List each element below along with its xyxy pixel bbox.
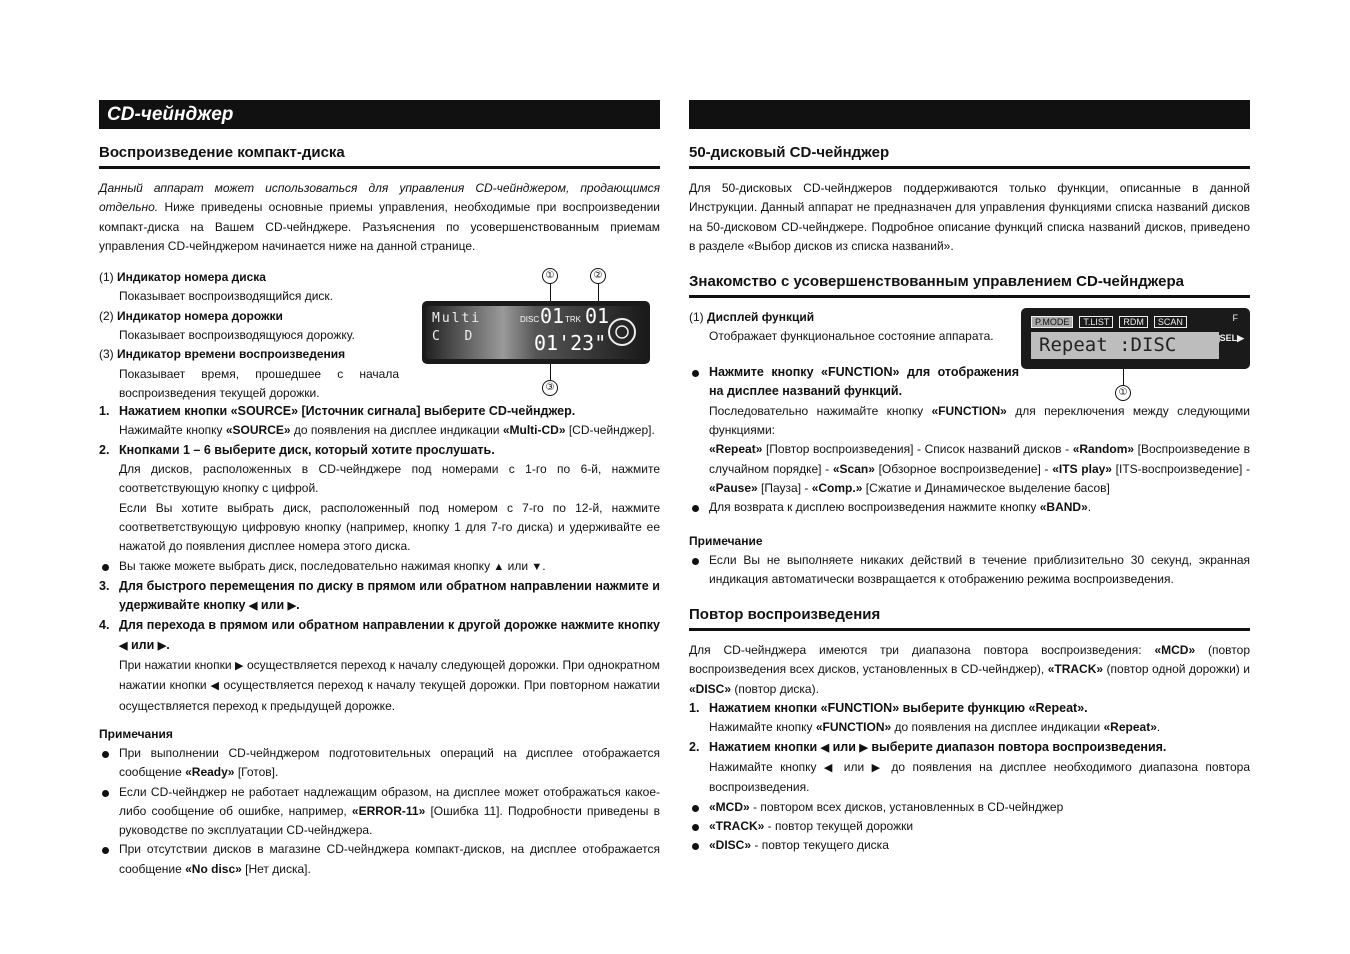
left-arrow-icon: ◀ bbox=[210, 680, 220, 693]
indicator-item: (1) Индикатор номера диска bbox=[99, 270, 266, 285]
section-title: Знакомство с усовершенствованным управлением CD-чейнджера bbox=[689, 272, 1250, 298]
indicator-desc: Показывает воспроизводящуюся дорожку. bbox=[119, 328, 355, 343]
lcd-trk-label: TRK bbox=[565, 315, 581, 325]
indicator-block bbox=[99, 268, 660, 402]
step-2: 2. Нажатием кнопки ◀ или ▶ выберите диапазон повтора воспроизведения. bbox=[689, 739, 1167, 754]
lcd-tag: RDM bbox=[1119, 316, 1148, 328]
option-mcd: «MCD» - повтором всех дисков, установленных в CD-чейнджер bbox=[689, 798, 1250, 817]
step-4-detail: При нажатии кнопки ▶ осуществляется переход к началу следующей дорожки. При однократном нажатии кнопки ◀ осуществляется переход к началу текущей дорожки. При повторном нажатии осуществляется переход к предыдущей дорожке. bbox=[119, 658, 660, 713]
indicator-list bbox=[99, 268, 399, 403]
indicator-desc: Показывает воспроизводящийся диск. bbox=[119, 289, 334, 304]
step-3: 3. Для быстрого перемещения по диску в прямом или обратном направлении нажмите и удерживайте кнопку ◀ или ▶. bbox=[99, 578, 660, 613]
right-arrow-icon: ▶ bbox=[157, 639, 167, 652]
right-arrow-icon: ▶ bbox=[871, 761, 885, 774]
left-arrow-icon: ◀ bbox=[823, 761, 837, 774]
right-column bbox=[689, 100, 1250, 855]
note-item: Если CD-чейнджер не работает надлежащим образом, на дисплее может отображаться какое-либо сообщение об ошибке, например, «ERROR-11» [Ошибка 11]. Подробности приведены в руководстве по эксплуатации CD-чейнджера. bbox=[99, 783, 660, 841]
left-arrow-icon: ◀ bbox=[820, 741, 830, 754]
step-1: 1. Нажатием кнопки «FUNCTION» выберите функцию «Repeat». bbox=[689, 701, 1088, 716]
intro-paragraph: Данный аппарат может использоваться для управления CD-чейнджером, продающимся отдельно. Ниже приведены основные приемы управления, необходимые при воспроизведении компакт-диска на Вашем CD-чейнджере. Разъяснения по усовершенствованным приемам управления CD-чейнджером начинается ниже на данной странице. bbox=[99, 181, 660, 253]
bullet-updown: Вы также можете выбрать диск, последовательно нажимая кнопку ▲ или ▼. bbox=[99, 557, 660, 577]
step-1-detail: Нажимайте кнопку «SOURCE» до появления на дисплее индикации «Multi-CD» [CD-чейнджер]. bbox=[119, 423, 655, 438]
indicator-item: (3) Индикатор времени воспроизведения bbox=[99, 347, 346, 362]
step-1-detail: Нажимайте кнопку «FUNCTION» до появления на дисплее индикации «Repeat». bbox=[709, 720, 1161, 735]
callout-1: ① bbox=[1115, 385, 1131, 401]
function-detail: Последовательно нажимайте кнопку «FUNCTION» для переключения между следующими функциями: bbox=[709, 403, 1251, 438]
option-track: «TRACK» - повтор текущей дорожки bbox=[689, 817, 1250, 836]
callout-2: ② bbox=[590, 268, 606, 284]
section-paragraph: Для 50-дисковых CD-чейнджеров поддерживаются только функции, описанные в данной Инструкции. Данный аппарат не предназначен для управления функциями списка названий дисков на 50-дисковом CD-чейнджере. Подробное описание функций списка названий дисков, приведено в разделе «Выбор дисков из списка названий». bbox=[689, 181, 1250, 253]
callout-1: ① bbox=[542, 268, 558, 284]
step-2-detail: Нажимайте кнопку ◀ или ▶ до появления на дисплее необходимого диапазона повтора воспроизведения. bbox=[709, 759, 1250, 795]
lcd-disc-number: 01 bbox=[540, 304, 565, 329]
right-arrow-icon: ▶ bbox=[859, 741, 868, 754]
callout-line bbox=[550, 364, 551, 380]
lcd-disc-label: DISC bbox=[520, 315, 540, 325]
lcd-track-number: 01 bbox=[585, 304, 610, 329]
note-item: При отсутствии дисков в магазине CD-чейнджера компакт-дисков, на дисплее отображается сообщение «No disc» [Нет диска]. bbox=[99, 840, 660, 879]
lcd-tags bbox=[1031, 316, 1187, 328]
lcd-tag: P.MODE bbox=[1031, 316, 1073, 328]
down-arrow-icon: ▼ bbox=[531, 560, 543, 573]
section-title: Повтор воспроизведения bbox=[689, 605, 1250, 631]
lcd-function-text: Repeat :DISC bbox=[1031, 332, 1219, 359]
step-2-detail: Для дисков, расположенных в CD-чейнджере под номерами с 1-го по 6-й, нажмите соответствующую кнопку с цифрой. bbox=[119, 462, 660, 496]
up-arrow-icon: ▲ bbox=[493, 560, 505, 573]
note-title: Примечание bbox=[689, 533, 763, 548]
step-2: 2. Кнопками 1 – 6 выберите диск, который хотите прослушать. bbox=[99, 442, 495, 457]
function-list: «Repeat» [Повтор воспроизведения] - Список названий дисков - «Random» [Воспроизведение в случайном порядке] - «Scan» [Обзорное воспроизведение] - «ITS play» [ITS-воспроизведение] - «Pause» [Пауза] - «Comp.» [Сжатие и Динамическое выделение басов] bbox=[709, 442, 1250, 495]
lcd-f-indicator: F bbox=[1232, 313, 1238, 324]
section-banner: CD-чейнджер bbox=[99, 100, 660, 129]
section-paragraph: Для CD-чейнджера имеются три диапазона повтора воспроизведения: «MCD» (повтор воспроизведения всех дисков, установленных в CD-чейнджер), «TRACK» (повтор одной дорожки) и «DISC» (повтор диска). bbox=[689, 643, 1250, 696]
lcd-tag: T.LIST bbox=[1079, 316, 1113, 328]
notes-title: Примечания bbox=[99, 726, 173, 741]
left-arrow-icon: ◀ bbox=[248, 600, 258, 613]
section-banner-empty bbox=[689, 100, 1250, 129]
function-display-illustration bbox=[1021, 308, 1250, 369]
left-arrow-icon: ◀ bbox=[119, 639, 128, 652]
right-arrow-icon: ▶ bbox=[234, 660, 244, 673]
indicator-item: (2) Индикатор номера дорожки bbox=[99, 308, 283, 323]
step-4: 4. Для перехода в прямом или обратном направлении к другой дорожке нажмите кнопку ◀ или ▶. bbox=[99, 618, 660, 652]
step-2-detail: Если Вы хотите выбрать диск, расположенный под номером с 7-го по 12-й, нажмите соответветствующую цифровую кнопку (например, кнопку 1 для 7-го диска) и удерживайте ее нажатой до появления дисплее номера этого диска. bbox=[119, 500, 660, 554]
step-1: 1. Нажатием кнопки «SOURCE» [Источник сигнала] выберите CD-чейнджер. bbox=[99, 404, 576, 419]
option-disc: «DISC» - повтор текущего диска bbox=[689, 836, 1250, 855]
lcd-tag: SCAN bbox=[1154, 316, 1187, 328]
lcd-time: 01'23" bbox=[534, 331, 607, 356]
callout-3: ③ bbox=[542, 380, 558, 396]
section-title: Воспроизведение компакт-диска bbox=[99, 143, 660, 169]
note-item: Если Вы не выполняете никаких действий в течение приблизительно 30 секунд, экранная индикация автоматически возвращается к отображению режима воспроизведения. bbox=[689, 551, 1250, 590]
lcd-sel-indicator: SEL▶ bbox=[1219, 333, 1244, 344]
note-item: При выполнении CD-чейнджером подготовительных операций на дисплее отображается сообщение «Ready» [Готов]. bbox=[99, 744, 660, 783]
bullet-function: Нажмите кнопку «FUNCTION» для отображения на дисплее названий функций. bbox=[689, 363, 1019, 402]
right-arrow-icon: ▶ bbox=[287, 600, 297, 613]
section-title: 50-дисковый CD-чейнджер bbox=[689, 143, 1250, 169]
cd-display-illustration bbox=[422, 301, 650, 364]
lcd-multi-text: Multi bbox=[432, 311, 482, 327]
callout-line bbox=[1123, 369, 1124, 385]
indicator-desc: Показывает время, прошедшее с начала воспроизведения текущей дорожки. bbox=[119, 366, 399, 400]
lcd-cd-text: C D bbox=[432, 329, 476, 345]
bullet-band: Для возврата к дисплею воспроизведения нажмите кнопку «BAND». bbox=[689, 498, 1250, 517]
left-column bbox=[99, 100, 660, 879]
function-item: (1) Дисплей функций Отображает функциональное состояние аппарата. bbox=[689, 310, 994, 344]
